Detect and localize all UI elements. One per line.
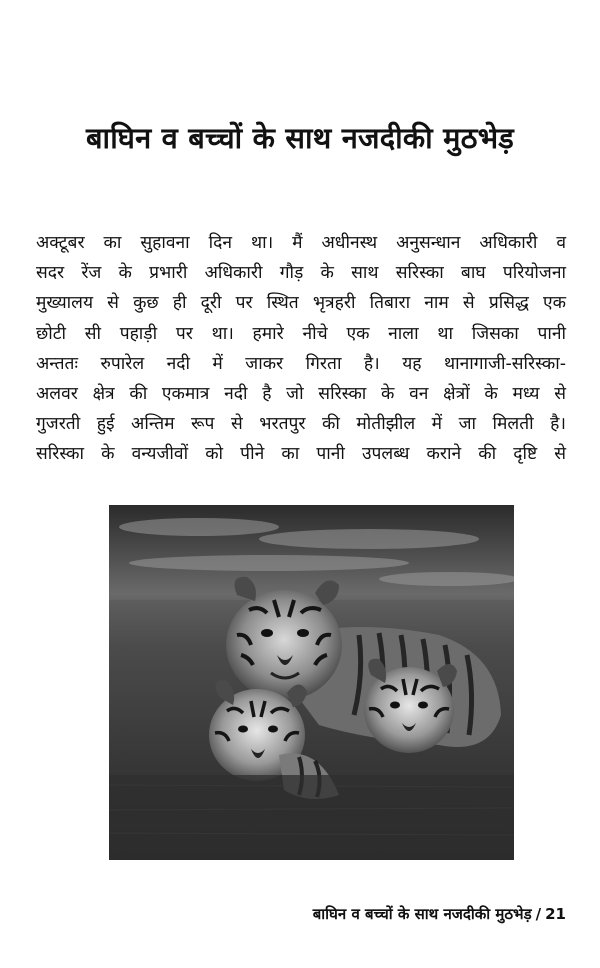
- page-number: 21: [545, 905, 566, 923]
- page-footer: [313, 904, 566, 924]
- running-title: बाघिन व बच्चों के साथ नजदीकी मुठभेड़: [312, 905, 532, 923]
- body-line: अलवर क्षेत्र की एकमात्र नदी है जो सरिस्का के वन क्षेत्रों के मध्य से: [36, 384, 566, 405]
- body-paragraph: [36, 228, 566, 470]
- body-line: सरिस्का के वन्यजीवों को पीने का पानी उपलब्ध कराने की दृष्टि से: [36, 444, 566, 465]
- body-line: सदर रेंज के प्रभारी अधिकारी गौड़ के साथ सरिस्का बाघ परियोजना: [36, 263, 566, 284]
- body-line: गुजरती हुई अन्तिम रूप से भरतपुर की मोतीझील में जा मिलती है।: [36, 414, 566, 435]
- body-line: मुख्यालय से कुछ ही दूरी पर स्थित भृत्रहरी तिबारा नाम से प्रसिद्ध एक: [36, 293, 566, 314]
- body-line: अक्टूबर का सुहावना दिन था। मैं अधीनस्थ अनुसन्धान अधिकारी व: [36, 233, 566, 253]
- tiger-photo: [109, 505, 514, 860]
- footer-separator: /: [535, 905, 542, 923]
- body-line: अन्ततः रुपारेल नदी में जाकर गिरता है। यह थानागाजी-सरिस्का-: [36, 353, 566, 374]
- body-line: छोटी सी पहाड़ी पर था। हमारे नीचे एक नाला था जिसका पानी: [36, 323, 566, 344]
- chapter-title: बाघिन व बच्चों के साथ नजदीकी मुठभेड़: [85, 121, 515, 155]
